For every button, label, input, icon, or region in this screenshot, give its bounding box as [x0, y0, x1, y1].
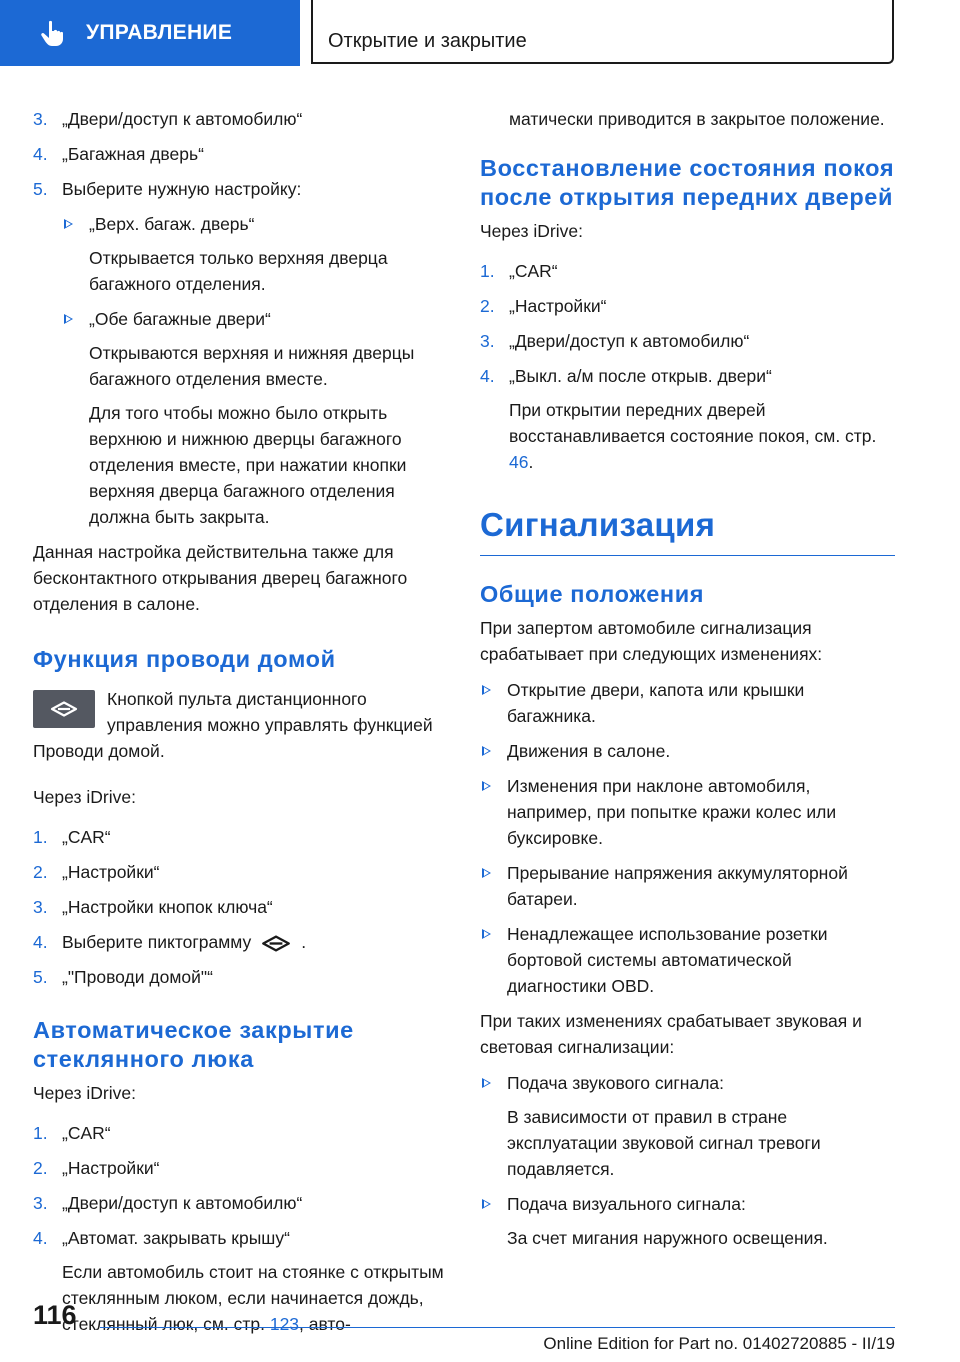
list-number: 1. [33, 827, 48, 847]
option-item [62, 306, 451, 530]
list-text: „Автомат. закрывать крышу“ [62, 1228, 290, 1248]
page-link-46[interactable]: 46 [509, 452, 529, 472]
list-item [480, 1191, 895, 1251]
rest-state-note-text: При открытии передних дверей восстанавливается состояние покоя, см. стр. [509, 400, 877, 446]
list-item [480, 293, 895, 319]
home-lights-icon [261, 935, 291, 952]
edition-text: Online Edition for Part no. 01402720885 - II/19 [543, 1334, 895, 1353]
list-item [33, 176, 451, 202]
list-text: „Выкл. а/м после открыв. двери“ [509, 366, 772, 386]
list-number: 4. [33, 932, 48, 952]
list-item [33, 929, 451, 955]
alarm-heading: Сигнализация [480, 506, 716, 543]
continued-text: матически приводится в закрытое положение. [509, 109, 885, 129]
list-number: 3. [33, 897, 48, 917]
option-description: Открывается только верхняя дверца багажного отделения. [89, 248, 388, 294]
trigger-text: Ненадлежащее использование розетки бортовой системы автоматической диагностики OBD. [507, 924, 828, 996]
sunroof-note-tail: , авто- [299, 1314, 351, 1334]
right-column [480, 106, 895, 1260]
visual-signal-title: Подача визуального сигнала: [507, 1194, 746, 1214]
footer-rule [100, 1327, 895, 1328]
list-number: 1. [33, 1123, 48, 1143]
list-item [480, 921, 895, 999]
list-number: 4. [33, 144, 48, 164]
list-item [33, 141, 451, 167]
list-number: 3. [33, 109, 48, 129]
list-item [480, 328, 895, 354]
list-text: „Двери/доступ к автомобилю“ [509, 331, 750, 351]
list-text-suffix: . [301, 932, 307, 952]
chapter-title: Открытие и закрытие [328, 30, 527, 52]
list-item [33, 964, 451, 990]
list-item [480, 773, 895, 851]
list-item [480, 738, 895, 764]
response-text: При таких изменениях срабатывает звуковая и световая сигнализации: [480, 1011, 862, 1057]
list-text: „Настройки“ [509, 296, 607, 316]
page-number: 116 [33, 1300, 77, 1330]
list-text: „Настройки“ [62, 1158, 160, 1178]
via-idrive-label: Через iDrive: [33, 787, 136, 807]
list-text: „Двери/доступ к автомобилю“ [62, 1193, 303, 1213]
sound-signal-title: Подача звукового сигнала: [507, 1073, 725, 1093]
hand-pointer-icon [38, 19, 66, 47]
list-item [480, 677, 895, 729]
trigger-text: Изменения при наклоне автомобиля, например, при попытке кражи колес или буксировке. [507, 776, 837, 848]
key-button-image [33, 690, 95, 728]
left-column [33, 106, 451, 1346]
triangle-bullet-icon [482, 1078, 491, 1088]
option-note: Для того чтобы можно было открыть верхнюю и нижнюю дверцы багажного отделения вместе, при нажатии кнопки верхняя дверца багажного отделения должна быть закрыта. [89, 403, 407, 527]
list-text: „CAR“ [62, 1123, 111, 1143]
option-title: „Обе багажные двери“ [89, 309, 271, 329]
home-function-heading: Функция проводи домой [33, 646, 336, 672]
sound-signal-text: В зависимости от правил в стране эксплуатации звуковой сигнал тревоги подавляется. [507, 1107, 821, 1179]
triangle-bullet-icon [482, 1199, 491, 1209]
option-item [62, 211, 451, 297]
triangle-bullet-icon [482, 929, 491, 939]
list-text: „CAR“ [509, 261, 558, 281]
visual-signal-text: За счет мигания наружного освещения. [507, 1228, 828, 1248]
list-number: 5. [33, 967, 48, 987]
list-text: „Двери/доступ к автомобилю“ [62, 109, 303, 129]
chapter-header [311, 0, 894, 64]
home-function-text: Кнопкой пульта дистанционного управления можно управлять функцией Проводи домой. [33, 689, 433, 761]
alarm-heading-rule [480, 555, 895, 556]
sunroof-note-text: Если автомобиль стоит на стоянке с открытым стеклянным люком, если начинается дождь, стеклянный люк, см. стр. [62, 1262, 444, 1334]
home-lights-icon [50, 701, 78, 717]
trigger-text: Прерывание напряжения аккумуляторной батареи. [507, 863, 848, 909]
list-item [33, 859, 451, 885]
list-item [33, 106, 451, 132]
list-number: 4. [33, 1228, 48, 1248]
list-text-main: Выберите пиктограмму [62, 932, 252, 952]
option-title: „Верх. багаж. дверь“ [89, 214, 255, 234]
list-text: „Настройки“ [62, 862, 160, 882]
list-item [480, 1070, 895, 1182]
triangle-bullet-icon [482, 868, 491, 878]
list-number: 5. [33, 179, 48, 199]
trigger-text: Открытие двери, капота или крышки багажника. [507, 680, 805, 726]
list-text: Выберите нужную настройку: [62, 179, 302, 199]
list-item [480, 258, 895, 284]
list-item [480, 363, 895, 475]
list-item [33, 824, 451, 850]
triangle-bullet-icon [482, 746, 491, 756]
list-item [33, 1190, 451, 1216]
section-tab [0, 0, 300, 66]
via-idrive-label: Через iDrive: [33, 1083, 136, 1103]
list-item [480, 860, 895, 912]
sunroof-heading: Автоматическое закрытие стеклянного люка [33, 1017, 354, 1072]
rest-state-note [509, 397, 895, 475]
home-function-block [33, 686, 451, 764]
list-text: „"Проводи домой"“ [62, 967, 213, 987]
list-item [33, 894, 451, 920]
option-description: Открываются верхняя и нижняя дверцы багажного отделения вместе. [89, 343, 415, 389]
list-number: 3. [480, 331, 495, 351]
list-text: „Багажная дверь“ [62, 144, 204, 164]
list-number: 2. [33, 1158, 48, 1178]
general-text: При запертом автомобиле сигнализация срабатывает при следующих изменениях: [480, 618, 823, 664]
general-heading: Общие положения [480, 581, 705, 607]
list-text: „CAR“ [62, 827, 111, 847]
page-link-123[interactable]: 123 [269, 1314, 300, 1334]
triangle-bullet-icon [64, 219, 73, 229]
triangle-bullet-icon [482, 781, 491, 791]
rest-state-note-tail: . [528, 452, 534, 472]
list-item [33, 1155, 451, 1181]
list-number: 3. [33, 1193, 48, 1213]
section-label: УПРАВЛЕНИЕ [86, 21, 233, 44]
triangle-bullet-icon [64, 314, 73, 324]
list-number: 2. [33, 862, 48, 882]
trigger-text: Движения в салоне. [507, 741, 671, 761]
list-number: 1. [480, 261, 495, 281]
keyless-note: Данная настройка действительна также для бесконтактного открывания дверец багажного отделения в салоне. [33, 542, 408, 614]
sunroof-note [62, 1259, 451, 1337]
rest-state-heading: Восстановление состояния покоя после открытия передних дверей [480, 155, 895, 210]
via-idrive-label: Через iDrive: [480, 221, 583, 241]
list-text: „Настройки кнопок ключа“ [62, 897, 273, 917]
list-number: 4. [480, 366, 495, 386]
list-item [33, 1225, 451, 1337]
list-number: 2. [480, 296, 495, 316]
list-text [62, 929, 451, 955]
list-item [33, 1120, 451, 1146]
triangle-bullet-icon [482, 685, 491, 695]
